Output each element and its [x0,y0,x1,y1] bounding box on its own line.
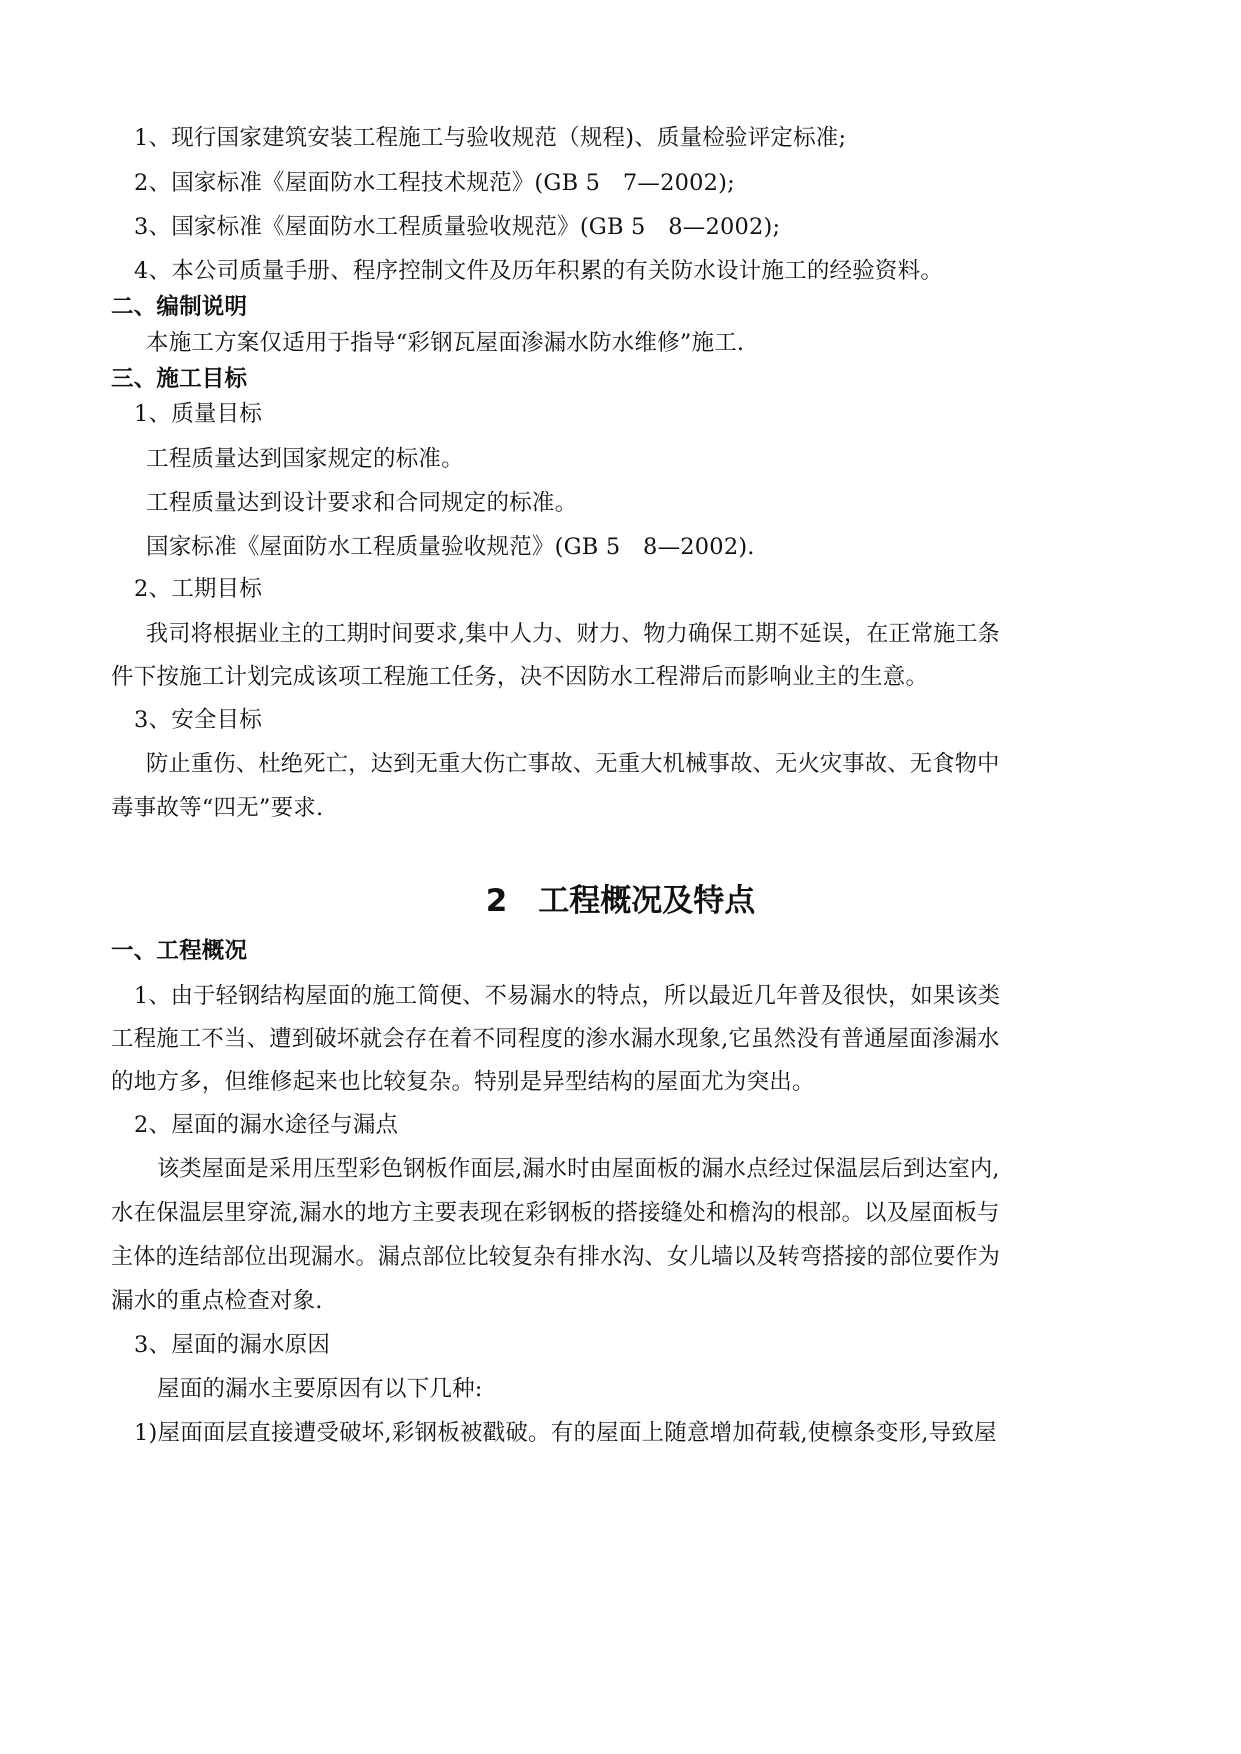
section-heading-overview: 一、工程概况 [111,938,248,964]
basis-item-2: 2、国家标准《屋面防水工程技术规范》(GB 5 7—2002); [134,170,735,196]
overview-paragraph-line: 的地方多，但维修起来也比较复杂。特别是异型结构的屋面尤为突出。 [111,1069,815,1095]
leak-path-paragraph-line: 水在保温层里穿流,漏水的地方主要表现在彩钢板的搭接缝处和檐沟的根部。以及屋面板与 [111,1200,1000,1226]
schedule-goal-line: 我司将根据业主的工期时间要求,集中人力、财力、物力确保工期不延误，在正常施工条 [146,621,1000,647]
overview-paragraph-line: 1、由于轻钢结构屋面的施工简便、不易漏水的特点，所以最近几年普及很快，如果该类 [134,983,1001,1009]
safety-goal-line: 毒事故等“四无”要求. [111,795,324,821]
leak-path-paragraph-line: 主体的连结部位出现漏水。漏点部位比较复杂有排水沟、女儿墙以及转弯搭接的部位要作为 [111,1244,1001,1270]
schedule-goal-line: 件下按施工计划完成该项工程施工任务，决不因防水工程滞后而影响业主的生意。 [111,664,929,690]
leak-cause-title: 3、屋面的漏水原因 [134,1332,331,1358]
quality-goal-line: 工程质量达到设计要求和合同规定的标准。 [146,490,578,516]
quality-goal-line: 国家标准《屋面防水工程质量验收规范》(GB 5 8—2002). [146,534,755,560]
chapter-title: 2 工程概况及特点 [485,883,756,919]
section-heading-compilation: 二、编制说明 [111,294,248,320]
leak-path-paragraph-line: 漏水的重点检查对象. [111,1288,323,1314]
safety-goal-title: 3、安全目标 [134,707,263,733]
basis-item-4: 4、本公司质量手册、程序控制文件及历年积累的有关防水设计施工的经验资料。 [134,258,944,284]
basis-item-3: 3、国家标准《屋面防水工程质量验收规范》(GB 5 8—2002); [134,214,781,240]
leak-path-paragraph-line: 该类屋面是采用压型彩色钢板作面层,漏水时由屋面板的漏水点经过保温层后到达室内, [157,1156,1000,1182]
leak-path-title: 2、屋面的漏水途径与漏点 [134,1112,399,1138]
leak-cause-item: 1)屋面面层直接遭受破坏,彩钢板被戳破。有的屋面上随意增加荷载,使檩条变形,导致屋 [134,1420,997,1446]
safety-goal-line: 防止重伤、杜绝死亡，达到无重大伤亡事故、无重大机械事故、无火灾事故、无食物中 [146,751,1000,777]
overview-paragraph-line: 工程施工不当、遭到破坏就会存在着不同程度的渗水漏水现象,它虽然没有普通屋面渗漏水 [111,1026,1000,1052]
basis-item-1: 1、现行国家建筑安装工程施工与验收规范（规程)、质量检验评定标准; [134,125,847,151]
schedule-goal-title: 2、工期目标 [134,576,263,602]
compilation-text: 本施工方案仅适用于指导“彩钢瓦屋面渗漏水防水维修”施工. [146,330,745,356]
section-heading-goals: 三、施工目标 [111,366,248,392]
quality-goal-line: 工程质量达到国家规定的标准。 [146,446,464,472]
leak-cause-intro: 屋面的漏水主要原因有以下几种: [157,1376,483,1402]
quality-goal-title: 1、质量目标 [134,401,263,427]
